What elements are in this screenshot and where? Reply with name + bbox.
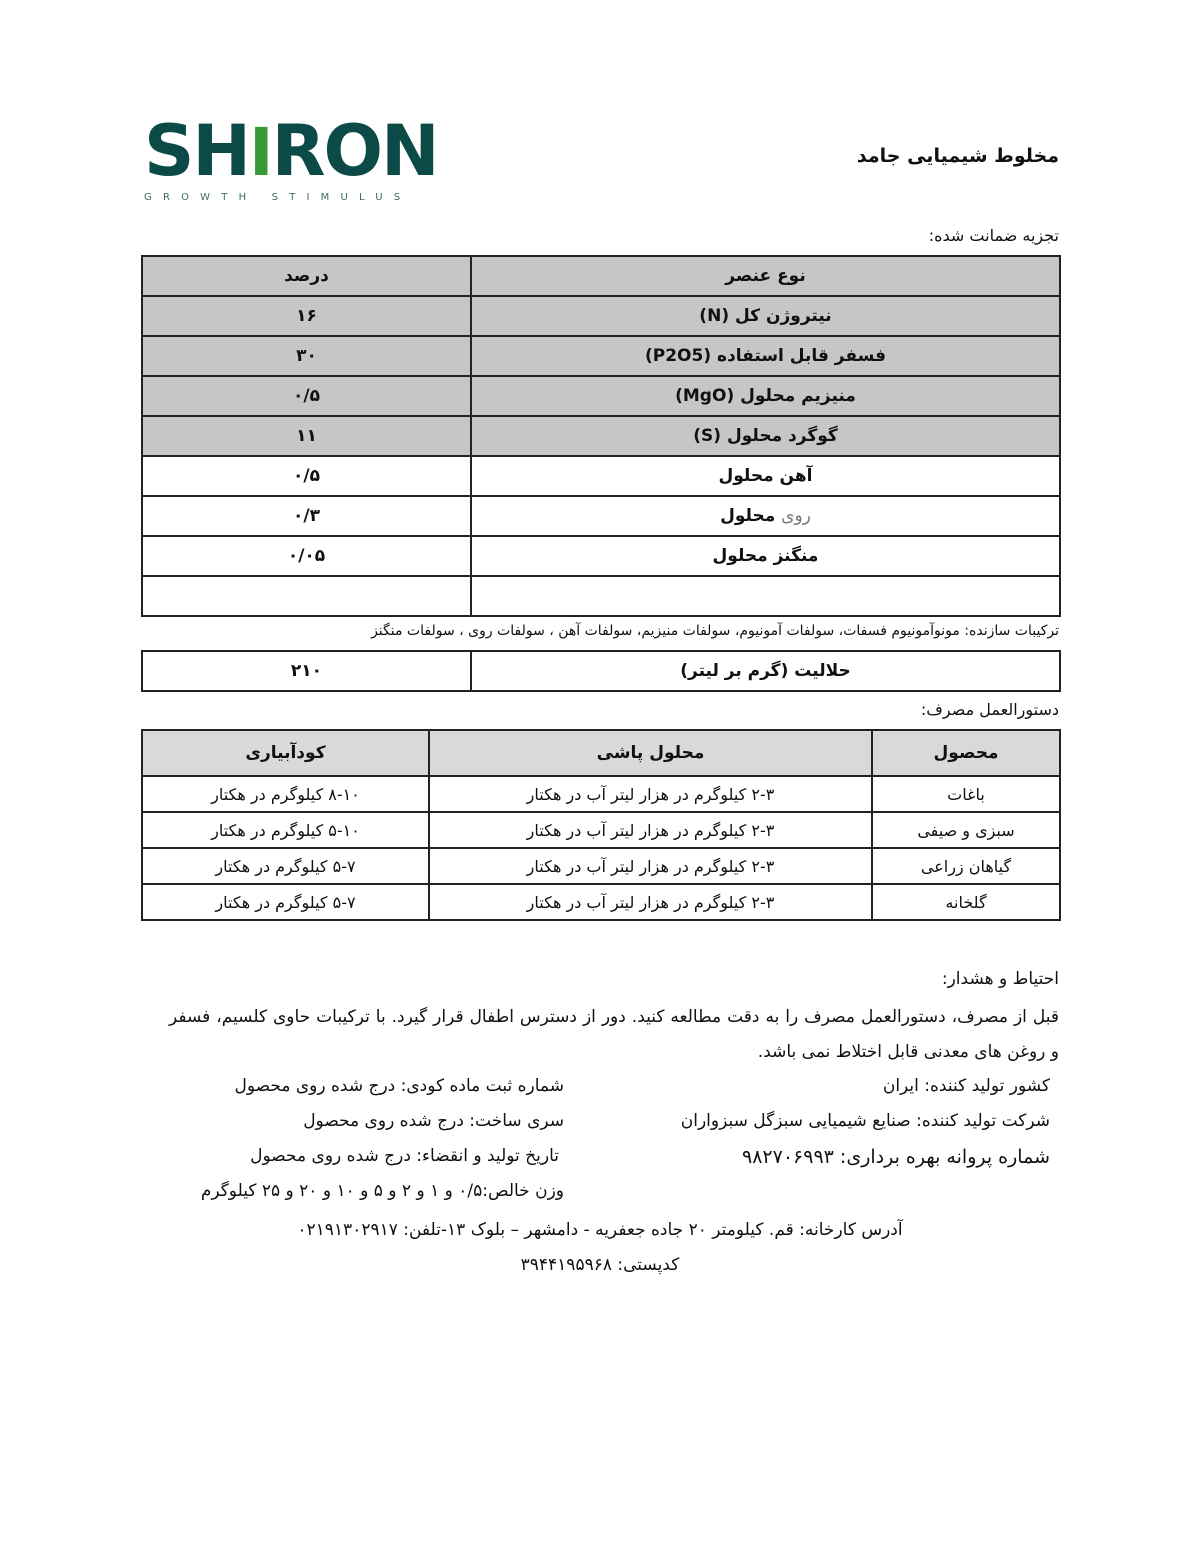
solubility-value: ۲۱۰ (142, 651, 471, 691)
country-of-origin: کشور تولید کننده: ایران (882, 1076, 1050, 1096)
header-fertigation: کودآبیاری (142, 730, 429, 776)
usage-table (141, 729, 1061, 921)
percent-cell: ۱۱ (142, 416, 471, 456)
element-name-rest: محلول (720, 506, 782, 526)
table-row (142, 812, 1060, 848)
production-expiry: تاریخ تولید و انقضاء: درج شده روی محصول (250, 1146, 559, 1166)
warning-text: قبل از مصرف، دستورالعمل مصرف را به دقت مطالعه کنید. دور از دسترس اطفال قرار گیرد. با ترکیبات حاوی کلسیم، فسفر و روغن های معدنی قابل اختلاط نمی باشد. (169, 1007, 1059, 1062)
analysis-table (141, 255, 1061, 617)
shiron-logo (144, 110, 438, 207)
registration-number: شماره ثبت ماده کودی: درج شده روی محصول (234, 1076, 564, 1096)
percent-cell: ۰/۳ (142, 496, 471, 536)
table-row (142, 376, 1060, 416)
usage-header-row (142, 730, 1060, 776)
product-cell: گلخانه (872, 884, 1060, 920)
net-weight: وزن خالص:۰/۵ و ۱ و ۲ و ۵ و ۱۰ و ۲۰ و ۲۵ کیلوگرم (200, 1181, 564, 1201)
element-cell: فسفر قابل استفاده (P2O5) (471, 336, 1060, 376)
leaf-icon: I (249, 114, 272, 191)
solubility-label: حلالیت (گرم بر لیتر) (471, 651, 1060, 691)
warning-heading: احتیاط و هشدار: (941, 969, 1059, 989)
element-cell: نیتروژن کل (N) (471, 296, 1060, 336)
empty-cell (471, 576, 1060, 616)
product-cell: باغات (872, 776, 1060, 812)
license-number: شماره پروانه بهره برداری: ۹۸۲۷۰۶۹۹۳ (742, 1146, 1050, 1168)
percent-cell: ۰/۵ (142, 376, 471, 416)
product-cell: سبزی و صیفی (872, 812, 1060, 848)
header-percent: درصد (142, 256, 471, 296)
analysis-header-row (142, 256, 1060, 296)
table-row (142, 884, 1060, 920)
fertigation-cell: ۵-۷ کیلوگرم در هکتار (142, 848, 429, 884)
percent-cell: ۱۶ (142, 296, 471, 336)
percent-cell: ۰/۵ (142, 456, 471, 496)
header-product: محصول (872, 730, 1060, 776)
table-row (142, 496, 1060, 536)
header-element: نوع عنصر (471, 256, 1060, 296)
empty-cell (142, 576, 471, 616)
document-title: مخلوط شیمیایی جامد (856, 145, 1059, 167)
percent-cell: ۳۰ (142, 336, 471, 376)
batch-number: سری ساخت: درج شده روی محصول (303, 1111, 564, 1131)
usage-caption: دستورالعمل مصرف: (920, 700, 1059, 719)
percent-cell: ۰/۰۵ (142, 536, 471, 576)
fertigation-cell: ۸-۱۰ کیلوگرم در هکتار (142, 776, 429, 812)
table-row (142, 416, 1060, 456)
element-cell: گوگرد محلول (S) (471, 416, 1060, 456)
table-row (142, 651, 1060, 691)
table-row (142, 776, 1060, 812)
element-cell (471, 496, 1060, 536)
element-cell: منیزیم محلول (MgO) (471, 376, 1060, 416)
table-row (142, 336, 1060, 376)
spray-cell: ۲-۳ کیلوگرم در هزار لیتر آب در هکتار (429, 848, 872, 884)
product-cell: گیاهان زراعی (872, 848, 1060, 884)
spray-cell: ۲-۳ کیلوگرم در هزار لیتر آب در هکتار (429, 812, 872, 848)
table-row (142, 456, 1060, 496)
table-row (142, 848, 1060, 884)
spray-cell: ۲-۳ کیلوگرم در هزار لیتر آب در هکتار (429, 884, 872, 920)
element-name-grey: روی (781, 506, 811, 526)
fertigation-cell: ۵-۱۰ کیلوگرم در هکتار (142, 812, 429, 848)
table-row-empty (142, 576, 1060, 616)
factory-address: آدرس کارخانه: قم. کیلومتر ۲۰ جاده جعفریه - دامشهر – بلوک ۱۳-تلفن: ۰۲۱۹۱۳۰۲۹۱۷ (297, 1220, 903, 1240)
logo-wordmark: SHIRON (144, 110, 438, 192)
element-cell: منگنز محلول (471, 536, 1060, 576)
element-cell: آهن محلول (471, 456, 1060, 496)
table-row (142, 536, 1060, 576)
postal-code: کدپستی: ۳۹۴۴۱۹۵۹۶۸ (520, 1255, 680, 1275)
solubility-table (141, 650, 1061, 692)
ingredients-caption: ترکیبات سازنده: مونوآمونیوم فسفات، سولفات آمونیوم، سولفات منیزیم، سولفات آهن ، سولفات روی ، سولفات منگنز (371, 623, 1059, 639)
manufacturer: شرکت تولید کننده: صنایع شیمیایی سبزگل سبزواران (680, 1111, 1050, 1131)
guarantee-caption: تجزیه ضمانت شده: (928, 226, 1059, 245)
table-row (142, 296, 1060, 336)
fertigation-cell: ۵-۷ کیلوگرم در هکتار (142, 884, 429, 920)
spray-cell: ۲-۳ کیلوگرم در هزار لیتر آب در هکتار (429, 776, 872, 812)
logo-tagline: GROWTH STIMULUS (144, 192, 412, 203)
header-spray: محلول پاشی (429, 730, 872, 776)
